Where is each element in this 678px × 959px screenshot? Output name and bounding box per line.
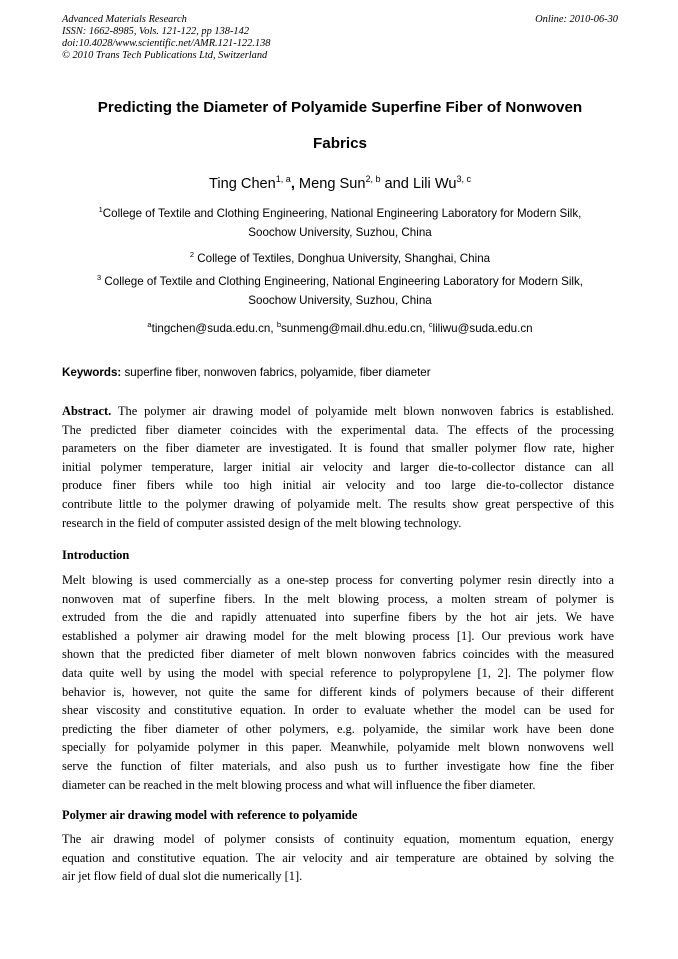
affiliation-2-sup: 2 <box>189 250 195 259</box>
online-date: Online: 2010-06-30 <box>535 14 618 25</box>
author-1-name: Ting Chen <box>209 176 276 192</box>
title-line-2: Fabrics <box>312 135 368 152</box>
abstract-line: produce finer fibers while too high initial air velocity and too large die-to-collector distance <box>62 478 614 493</box>
affiliation-1-line-2: Soochow University, Suzhou, China <box>248 225 432 239</box>
section-heading-model: Polymer air drawing model with reference to polyamide <box>62 808 358 822</box>
paragraph-line: Melt blowing is used commercially as a one-step process for converting polymer resin directly into a <box>62 573 614 587</box>
paragraph-line: The air drawing model of polymer consists of continuity equation, momentum equation, energy <box>62 832 614 846</box>
email-c: liliwu@suda.edu.cn <box>432 322 533 335</box>
affiliation-2-text: College of Textiles, Donghua University, Shanghai, China <box>194 252 491 265</box>
section-heading-introduction: Introduction <box>62 548 130 562</box>
paragraph-line: predicting the fiber diameter of other polymers, e.g. polyamide, the similar work have been done <box>62 721 614 736</box>
abstract-line: initial polymer temperature, larger initial air velocity and larger die-to-collector distance can all <box>62 459 614 474</box>
abstract-line: research in the field of computer assisted design of the melt blowing technology. <box>62 515 462 530</box>
abstract-line: Abstract. The polymer air drawing model of polyamide melt blown nonwoven fabrics is established. <box>62 404 614 418</box>
keywords <box>62 364 618 382</box>
email-a-sup: a <box>147 320 152 329</box>
abstract-line: contribute little to the polymer drawing of polyamide melt. The results show great perspective of this <box>62 496 614 511</box>
affiliation-3 <box>62 273 618 310</box>
paragraph-line: equation and constitutive equation. The air velocity and air temperature are obtained by solving the <box>62 850 614 865</box>
email-b: sunmeng@mail.dhu.edu.cn, <box>280 322 429 335</box>
paragraph-line: serve the function of filter materials, and also push us to further investigate how fine the fiber <box>62 758 614 773</box>
paragraph-line: nonwoven mat of superfine fibers. In the melt blowing process, a molten stream of polymer is <box>62 591 614 606</box>
author-2-sup: 2, b <box>365 174 381 184</box>
paragraph-line: extruded from the die and rapidly attenuated into superfine fibers by the hot air jets. We have <box>62 610 614 625</box>
author-3-name: and Lili Wu <box>380 176 457 192</box>
abstract-label: Abstract. <box>62 404 112 418</box>
copyright-info: © 2010 Trans Tech Publications Ltd, Switzerland <box>62 50 268 61</box>
abstract <box>62 402 614 532</box>
email-list <box>62 320 618 339</box>
paragraph-line: shear viscosity and constitutive equation. In order to evaluate whether the model can be used for <box>62 703 614 718</box>
affiliation-1-sup: 1 <box>98 205 103 214</box>
abstract-line: The predicted fiber diameter coincides with the experimental data. The effects of the processing <box>62 422 614 437</box>
keywords-label: Keywords: <box>62 366 122 379</box>
author-1-sup: 1, a <box>275 174 291 184</box>
email-c-sup: c <box>428 320 433 329</box>
paragraph-line: data quite well by using the model with special reference to polypropylene [1, 2]. The polymer flow <box>62 665 614 680</box>
model-paragraph <box>62 830 614 886</box>
paragraph-line: diameter can be reached in the melt blowing process and what will influence the fiber diameter. <box>62 777 536 792</box>
affiliation-3-sup: 3 <box>96 273 102 282</box>
author-3-sup: 3, c <box>456 174 471 184</box>
email-a: tingchen@suda.edu.cn, <box>151 322 277 335</box>
journal-header <box>62 14 618 62</box>
introduction-paragraph <box>62 571 614 794</box>
email-b-sup: b <box>276 320 281 329</box>
paragraph-line: air jet flow field of dual slot die numerically [1]. <box>62 869 303 884</box>
author-list <box>62 173 618 195</box>
paragraph-line: shown that the predicted fiber diameter of melt blown nonwoven fabrics coincides with the measured <box>62 647 614 662</box>
abstract-line: parameters on the fiber diameter are investigated. It is found that smaller polymer flow rate, higher <box>62 441 614 456</box>
affiliation-2 <box>62 250 618 269</box>
journal-name: Advanced Materials Research <box>62 14 187 25</box>
paragraph-line: established a polymer air drawing model for the melt blowing process [1]. Our previous work have <box>62 628 614 643</box>
affiliation-3-line-1: College of Textile and Clothing Engineering, National Engineering Laboratory for Modern Silk, <box>101 275 584 288</box>
title-line-1: Predicting the Diameter of Polyamide Superfine Fiber of Nonwoven <box>97 99 583 116</box>
affiliation-1 <box>62 205 618 242</box>
author-separator: , <box>290 176 295 192</box>
affiliation-1-line-1: College of Textile and Clothing Engineering, National Engineering Laboratory for Modern Silk, <box>102 207 582 220</box>
paper-title <box>62 90 618 162</box>
doi-info: doi:10.4028/www.scientific.net/AMR.121-122.138 <box>62 38 271 49</box>
paragraph-line: behavior is, however, not quite the same for different kinds of polymers because of their different <box>62 684 614 699</box>
author-2-name: Meng Sun <box>294 176 366 192</box>
affiliation-3-line-2: Soochow University, Suzhou, China <box>248 293 432 307</box>
keywords-text: superfine fiber, nonwoven fabrics, polyamide, fiber diameter <box>121 366 431 379</box>
paragraph-line: specially for polyamide polymer in this paper. Meanwhile, polyamide melt blown nonwovens well <box>62 740 614 755</box>
issn-info: ISSN: 1662-8985, Vols. 121-122, pp 138-142 <box>62 26 250 37</box>
